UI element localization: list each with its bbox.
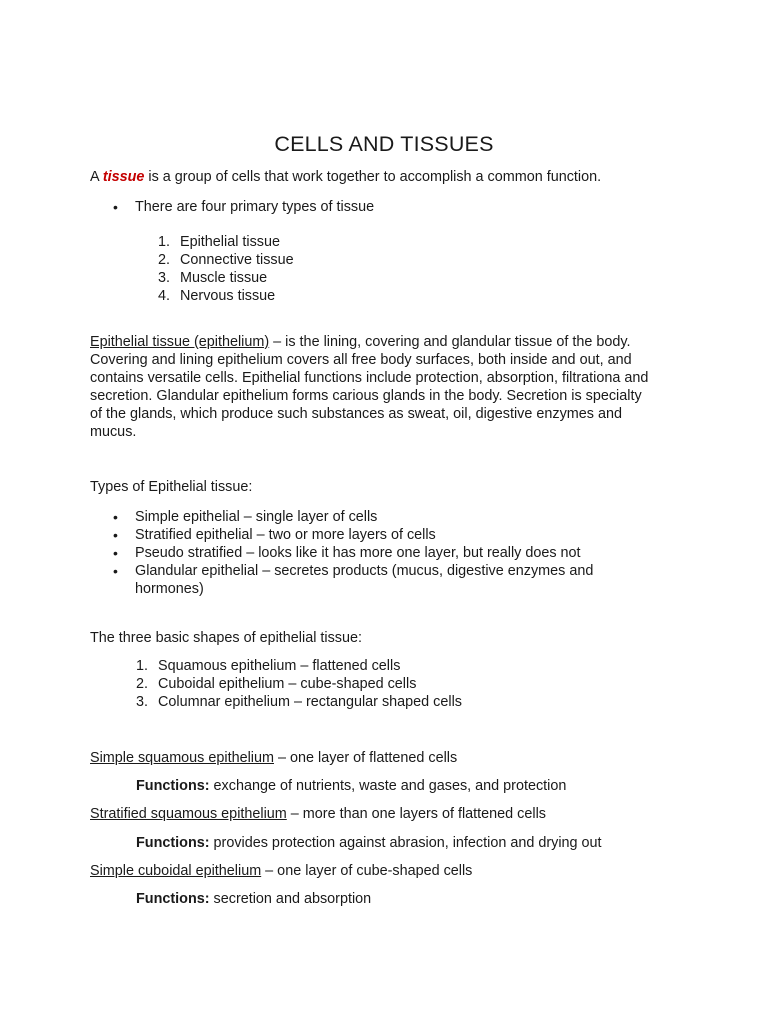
bullet-icon: • (113, 527, 118, 543)
intro-prefix: A (90, 169, 99, 185)
bullet-text: Glandular epithelial – secretes products (mucus, digestive enzymes and (135, 563, 594, 579)
paragraph-line: – is the lining, covering and glandular tissue of the body. (269, 334, 631, 350)
primary-types-list (158, 233, 294, 305)
list-number: 3. (158, 270, 171, 286)
list-number: 3. (136, 694, 149, 710)
entry-stratified-squamous (90, 805, 546, 823)
bullet-icon: • (113, 509, 118, 525)
paragraph-line: secretion. Glandular epithelium forms carious glands in the body. Secretion is specialty (90, 388, 642, 404)
list-text: Nervous tissue (180, 288, 276, 304)
paragraph-line: contains versatile cells. Epithelial functions include protection, absorption, filtrationa and (90, 370, 649, 386)
types-heading: Types of Epithelial tissue: (90, 479, 253, 495)
list-text: Squamous epithelium – flattened cells (158, 658, 401, 674)
list-text: Epithelial tissue (180, 234, 280, 250)
list-text: Connective tissue (180, 252, 294, 268)
list-item (91, 526, 691, 544)
bullet-icon: • (113, 545, 118, 561)
intro-paragraph (90, 168, 601, 186)
functions-text: secretion and absorption (209, 891, 372, 907)
entry-functions (136, 890, 371, 908)
entry-functions (136, 834, 602, 852)
list-item (158, 251, 294, 269)
list-item (158, 269, 294, 287)
epithelial-types-list (91, 508, 691, 598)
intro-rest: is a group of cells that work together to accomplish a common function. (148, 169, 602, 185)
entry-description: – one layer of flattened cells (273, 750, 458, 766)
bullet-icon: • (113, 563, 118, 579)
primary-bullet-list (91, 198, 374, 216)
bullet-icon: • (113, 199, 118, 215)
bullet-text: Pseudo stratified – looks like it has more one layer, but really does not (135, 545, 581, 561)
bullet-text: Stratified epithelial – two or more layers of cells (135, 527, 436, 543)
bullet-text-continued: hormones) (135, 581, 204, 597)
list-item (136, 657, 462, 675)
epithelial-paragraph (90, 333, 690, 441)
paragraph-line: mucus. (90, 424, 137, 440)
list-number: 2. (158, 252, 171, 268)
entry-simple-cuboidal (90, 862, 472, 880)
functions-text: provides protection against abrasion, infection and drying out (209, 835, 602, 851)
bullet-text: There are four primary types of tissue (135, 199, 375, 215)
list-number: 2. (136, 676, 149, 692)
list-text: Columnar epithelium – rectangular shaped cells (158, 694, 462, 710)
entry-description: – one layer of cube-shaped cells (261, 863, 473, 879)
list-number: 4. (158, 288, 171, 304)
entry-term: Stratified squamous epithelium (90, 806, 287, 822)
entry-description: – more than one layers of flattened cells (286, 806, 546, 822)
list-item (136, 675, 462, 693)
list-text: Cuboidal epithelium – cube-shaped cells (158, 676, 417, 692)
epithelial-term: Epithelial tissue (epithelium) (90, 334, 270, 350)
list-item (136, 693, 462, 711)
functions-label: Functions: (136, 891, 210, 907)
list-item (91, 198, 374, 216)
functions-text: exchange of nutrients, waste and gases, and protection (209, 778, 567, 794)
list-item (91, 562, 691, 598)
functions-label: Functions: (136, 778, 210, 794)
list-item (158, 233, 294, 251)
entry-simple-squamous (90, 749, 457, 767)
entry-functions (136, 777, 566, 795)
page-title: CELLS AND TISSUES (274, 132, 494, 156)
list-number: 1. (158, 234, 171, 250)
paragraph-line: Covering and lining epithelium covers all free body surfaces, both inside and out, and (90, 352, 632, 368)
shapes-list (136, 657, 462, 711)
shapes-heading: The three basic shapes of epithelial tissue: (90, 630, 362, 646)
list-item (91, 508, 691, 526)
paragraph-line: of the glands, which produce such substances as sweat, oil, digestive enzymes and (90, 406, 622, 422)
list-text: Muscle tissue (180, 270, 268, 286)
bullet-text: Simple epithelial – single layer of cells (135, 509, 378, 525)
list-item (158, 287, 294, 305)
functions-label: Functions: (136, 835, 210, 851)
list-number: 1. (136, 658, 149, 674)
tissue-keyword: tissue (102, 169, 145, 185)
entry-term: Simple squamous epithelium (90, 750, 274, 766)
list-item (91, 544, 691, 562)
entry-term: Simple cuboidal epithelium (90, 863, 262, 879)
